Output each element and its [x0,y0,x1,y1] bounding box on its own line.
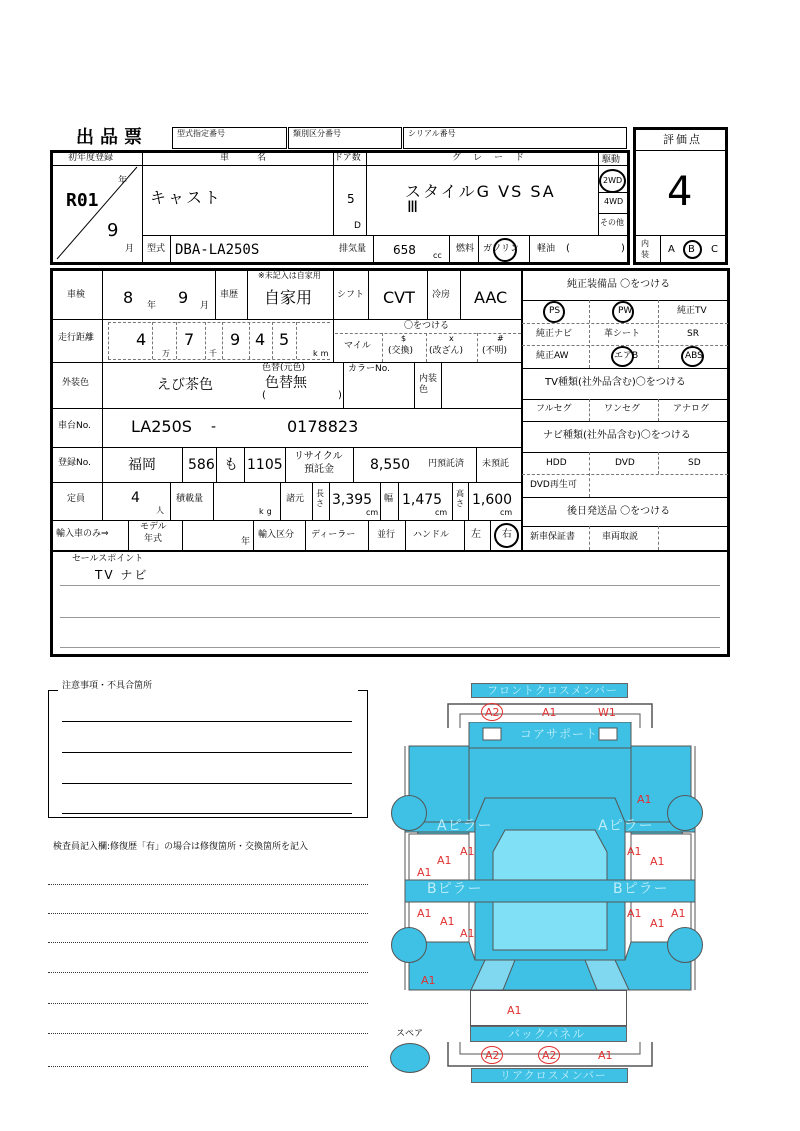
navi-sd: SD [688,458,701,468]
wheel-rear-right [667,927,703,963]
interior-label: 内装 [641,239,649,259]
rear-a2-circle-2 [538,1046,560,1064]
handle-label: ハンドル [413,530,450,540]
recycle-label-1: リサイクル [294,451,343,462]
caution-label: 注意事項・不具合箇所 [62,681,153,691]
repaint-paren-close: ) [338,390,342,401]
first-reg-year-unit: 年 [118,176,128,186]
score-label: 評価点 [663,133,702,146]
fuel-diesel-close: ) [621,243,625,254]
doors-unit: D [354,221,361,231]
fuel-gasoline-circle [493,238,517,262]
inspection-label: 車検 [67,290,86,300]
navi-hdd: HDD [546,458,567,468]
equip-ps: PS [549,306,561,316]
reg-number: 1105 [247,457,283,473]
handle-right-circle [494,523,519,548]
tv-title: TV種類(社外品含む)〇をつける [545,377,686,388]
front-a1-mark: A1 [542,706,557,719]
height-unit: cm [500,508,513,517]
spare-label: スペア [396,1029,424,1039]
grade-line1: スタイルG VS SA [405,182,556,201]
sales-point-label: セールスポイント [72,554,144,564]
fuel-gasoline: ガソリン [483,244,520,254]
left-door-mark-4: A1 [417,907,432,920]
fuel-diesel-open: ( [566,243,570,254]
model-value: DBA-LA250S [175,242,260,258]
history-value: 自家用 [264,288,313,307]
tv-oneseg: ワンセグ [604,404,641,414]
inspection-month-unit: 月 [200,301,210,311]
equip-ps-circle [543,301,565,323]
first-reg-slash [51,163,143,263]
equip-tv: 純正TV [677,306,707,316]
modified-option: (改ざん) [429,346,464,356]
rear-a2-mark-2: A2 [542,1049,557,1062]
sales-point-text: TV ナビ [95,568,149,582]
front-cross-member-label: フロントクロスメンバー [487,684,619,697]
unknown-option: (不明) [482,346,508,356]
tv-fullseg: フルセグ [536,404,572,414]
car-name: キャスト [150,188,223,207]
grade-label: グレード [452,153,537,163]
history-label: 車歴 [220,290,239,300]
chassis-model: LA250S [131,417,192,436]
recycle-amount: 8,550 [370,457,411,473]
length-unit: cm [366,508,379,517]
recycle-not-deposited: 未預託 [482,459,510,469]
back-panel-label: バックパネル [508,1027,586,1041]
drive-other: その他 [600,218,624,227]
rear-cross-member-label: リアクロスメンバー [500,1069,607,1082]
history-note: ※未記入は自家用 [258,271,321,280]
interior-b-circle [683,240,702,259]
drive-4wd: 4WD [604,197,624,206]
doors-value: 5 [347,192,355,206]
handle-right: 右 [502,529,512,540]
mileage-digit-2: 7 [184,330,195,349]
b-pillar-right-label: Bピラー [613,881,669,897]
ac-value: AAC [474,288,508,307]
model-year-unit: 年 [241,537,251,547]
left-door-mark-5: A1 [440,915,455,928]
inspector-label: 検査員記入欄:修復歴「有」の場合は修復箇所・交換箇所を記入 [53,842,309,852]
reg-area: 福岡 [128,457,156,473]
chassis-label: 車台No. [58,421,91,431]
recycle-label-2: 預託金 [304,464,334,475]
equip-aw: 純正AW [536,351,569,361]
dims-label: 諸元 [286,494,305,504]
capacity-label: 定員 [67,494,86,504]
equip-airbag: エアB [614,351,639,361]
fuel-diesel: 軽油 [537,244,556,254]
height-value: 1,600 [472,492,513,508]
drive-2wd: 2WD [603,176,623,185]
mileage-man: 万 [162,349,170,358]
trunk-mark: A1 [507,1004,522,1017]
capacity-unit: 人 [156,506,164,515]
reg-kana: も [224,457,238,473]
import-only-label: 輸入車のみ⇒ [56,529,109,539]
length-label: 長さ [316,489,324,508]
left-door-mark-1: A1 [460,845,475,858]
reg-class: 586 [188,457,215,473]
inspection-year-unit: 年 [147,301,157,311]
front-w1-mark: W1 [598,706,616,719]
handle-left: 左 [471,529,481,540]
car-name-label: 車名 [220,153,295,163]
exterior-label: 外装色 [62,378,90,388]
core-support-label: コアサポート [520,727,599,741]
load-unit: kg [259,507,275,516]
repaint-paren-open: ( [262,390,266,401]
interior-a: A [668,244,675,255]
exchange-option: (交換) [388,346,414,356]
wheel-front-left [391,795,427,831]
equip-leather: 革シート [604,329,641,339]
interior-b: B [688,244,695,255]
displacement-label: 排気量 [339,244,367,254]
ac-label: 冷房 [432,290,451,300]
navi-dvd-playback: DVD再生可 [530,480,577,490]
right-door-mark-3: A1 [627,907,642,920]
width-label: 幅 [384,494,394,504]
front-a2-circle [481,703,503,721]
first-reg-label: 初年度登録 [68,153,114,163]
load-label: 積載量 [176,494,204,504]
right-door-mark-1: A1 [627,845,642,858]
mile-option: マイル [344,341,371,351]
equip-airbag-circle [611,346,634,367]
rf-fender-mark: A1 [637,793,652,806]
first-reg-era: R01 [66,190,99,211]
recycle-deposited: 円預託済 [428,459,465,469]
mileage-sen: 千 [209,349,217,358]
later-warranty: 新車保証書 [530,532,576,542]
front-a2-mark: A2 [485,706,500,719]
right-door-mark-4: A1 [650,917,665,930]
a-pillar-right-label: Aピラー [598,818,654,834]
grade-line2: Ⅲ [407,197,419,216]
score-value: 4 [667,169,693,215]
right-door-mark-5: A1 [671,907,686,920]
import-parallel: 並行 [377,530,396,540]
width-unit: cm [435,508,448,517]
equip-abs-circle [681,346,704,367]
exterior-value: えび茶色 [157,377,213,393]
color-no-label: カラーNo. [348,364,390,374]
later-manual: 車両取説 [602,532,639,542]
displacement-unit: cc [433,251,442,260]
displacement-value: 658 [393,243,416,257]
spare-tire [390,1043,430,1073]
rear-a2-circle-1 [481,1046,503,1064]
chassis-number: 0178823 [287,417,359,436]
capacity-value: 4 [131,490,140,506]
serial-label: シリアル番号 [408,129,456,138]
right-door-mark-2: A1 [650,855,665,868]
wheel-rear-left [391,927,427,963]
sheet-title: 出品票 [76,127,148,148]
drive-2wd-circle [599,169,626,193]
trunk-lid [470,990,627,1026]
drive-label: 駆動 [602,155,621,165]
exchange-symbol: $ [401,334,407,343]
first-reg-month: 9 [107,220,119,241]
inspection-month: 9 [178,288,189,307]
rear-a1-mark: A1 [598,1049,613,1062]
first-reg-month-unit: 月 [125,244,135,254]
model-year-label-2: 年式 [144,534,163,544]
model-year-label-1: モデル [140,522,167,532]
rear-left-mark: A1 [421,974,436,987]
fuel-label: 燃料 [456,244,475,254]
import-dealer: ディーラー [311,530,356,540]
tv-analog: アナログ [673,404,710,414]
interior-color-label: 内装色 [419,374,438,395]
later-title: 後日発送品 〇をつける [567,506,671,517]
b-pillar-left-label: Bピラー [427,881,483,897]
width-value: 1,475 [402,492,443,508]
repaint-value: 色替無 [265,375,307,391]
repaint-label: 色替(元色) [262,363,306,373]
mileage-digit-5: 5 [279,330,290,349]
equip-abs: ABS [685,351,703,361]
inspection-year: 8 [123,288,134,307]
a-pillar-left-label: Aピラー [437,818,493,834]
equip-pw-circle [612,301,634,323]
equip-navi: 純正ナビ [536,329,573,339]
caution-bracket [48,690,368,818]
equip-pw: PW [618,306,633,316]
class-label: 類別区分番号 [293,129,341,138]
left-door-mark-6: A1 [460,927,475,940]
model-label: 型式 [147,244,166,254]
left-door-mark-3: A1 [417,866,432,879]
interior-c: C [711,244,718,255]
import-type-label: 輸入区分 [258,530,295,540]
mileage-digit-1: 4 [136,330,147,349]
navi-dvd: DVD [615,458,635,468]
modified-symbol: x [449,334,454,343]
navi-title: ナビ種類(社外品含む)〇をつける [543,430,691,441]
mileage-km: km [313,349,332,358]
type-cert-label: 型式指定番号 [177,129,225,138]
height-label: 高さ [456,489,464,508]
rear-a2-mark-1: A2 [485,1049,500,1062]
doors-label: ドア数 [334,153,361,163]
equip-sr: SR [687,329,699,339]
mileage-digit-3: 9 [230,330,241,349]
left-door-mark-2: A1 [437,854,452,867]
reg-label: 登録No. [58,458,91,468]
shift-value: CVT [383,288,415,307]
mileage-mark-note: 〇をつける [404,321,450,331]
mileage-label: 走行距離 [58,333,95,343]
shift-label: シフト [337,290,365,300]
equipment-title: 純正装備品 〇をつける [567,279,671,290]
length-value: 3,395 [332,492,373,508]
chassis-dash: - [211,419,217,435]
wheel-front-right [667,795,703,831]
mileage-digit-4: 4 [255,330,266,349]
unknown-symbol: # [497,334,504,343]
